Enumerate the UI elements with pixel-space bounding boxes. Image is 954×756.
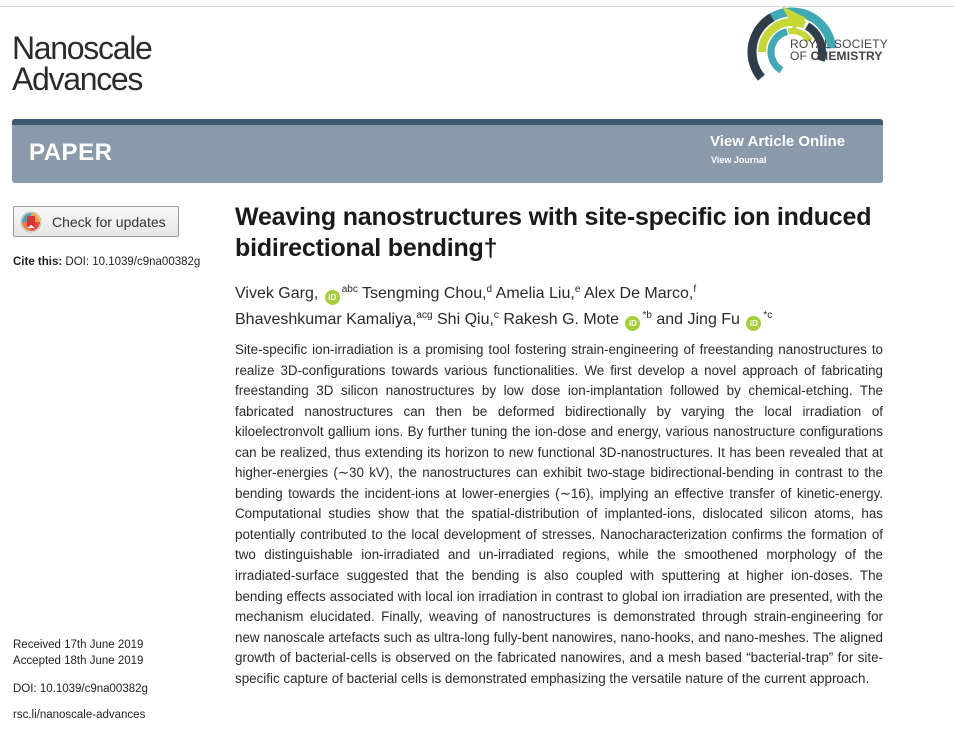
affiliation-marker: c bbox=[493, 310, 499, 321]
orcid-icon[interactable]: iD bbox=[746, 316, 761, 331]
article-type-label: PAPER bbox=[29, 139, 113, 166]
journal-link[interactable]: rsc.li/nanoscale-advances bbox=[13, 709, 146, 721]
article-title: Weaving nanostructures with site-specific ion induced bidirectional bending† bbox=[235, 203, 872, 262]
author[interactable] bbox=[656, 311, 772, 328]
rsc-wordmark-line2: OF CHEMISTRY bbox=[790, 49, 883, 63]
author-name: Bhaveshkumar Kamaliya, bbox=[235, 311, 417, 328]
author[interactable] bbox=[235, 285, 358, 302]
author-name: Shi Qiu, bbox=[437, 311, 494, 328]
author-name: Tsengming Chou, bbox=[362, 285, 487, 302]
banner-top-bar bbox=[12, 119, 883, 125]
author-name: and Jing Fu bbox=[656, 311, 740, 328]
author-name: Rakesh G. Mote bbox=[503, 311, 619, 328]
author[interactable] bbox=[503, 311, 652, 328]
journal-name-line1: Nanoscale bbox=[12, 30, 152, 66]
view-article-online-link[interactable]: View Article Online bbox=[710, 133, 846, 150]
rsc-wordmark-line1: ROYAL SOCIETY bbox=[790, 37, 888, 51]
affiliation-marker: abc bbox=[341, 284, 358, 295]
journal-name-line2: Advances bbox=[12, 61, 143, 97]
doi-text[interactable]: DOI: 10.1039/c9na00382g bbox=[13, 683, 148, 695]
affiliation-marker: e bbox=[574, 284, 581, 295]
affiliation-marker: f bbox=[693, 284, 697, 295]
received-date: Received 17th June 2019 bbox=[13, 639, 144, 651]
check-for-updates-button[interactable] bbox=[13, 206, 179, 237]
orcid-icon[interactable]: iD bbox=[625, 316, 640, 331]
author[interactable] bbox=[496, 285, 581, 302]
author[interactable] bbox=[584, 285, 696, 302]
abstract: Site-specific ion-irradiation is a promising tool fostering strain-engineering of freestanding nanostructures to realize 3D-configurations towards various functionalities. We first develop a novel approach of fabricating freestanding 3D silicon nanostructures by low dose ion-implantation followed by chemical-etching. The fabricated nanostructures can then be deformed bidirectionally by varying the local irradiation of kiloelectronvolt gallium ions. By further tuning the ion-dose and energy, various nanostructure configurations can be realized, thus extending its horizon to new functional 3D-nanostructures. It has been revealed that at higher-energies (∼30 kV), the nanostructures can exhibit two-stage bidirectional-bending in contrast to the bending towards the incident-ions at lower-energies (∼16), implying an effective transfer of kinetic-energy. Computational studies show that the spatial-distribution of implanted-ions, dislocated silicon atoms, has potentially contributed to the local development of stresses. Nanocharacterization confirms the formation of two distinguishable ion-irradiated and un-irradiated regions, while the smoothened morphology of the irradiated-surface suggested that the bending is also coupled with sputtering at higher ion-doses. The bending effects associated with local ion irradiation in contrast to global ion irradiation are presented, with the mechanism elucidated. Finally, weaving of nanostructures is demonstrated through strain-engineering for new nanoscale artefacts such as ultra-long fully-bent nanowires, nano-hooks, and nano-meshes. The aligned growth of bacterial-cells is observed on the fabricated nanowires, and a mesh based “bacterial-trap” for site-specific capture of bacterial cells is demonstrated emphasizing the versatile nature of the current approach. bbox=[235, 342, 883, 686]
affiliation-marker: *b bbox=[642, 310, 652, 321]
rsc-wordmark bbox=[790, 38, 888, 62]
orcid-icon[interactable]: iD bbox=[325, 290, 340, 305]
affiliation-marker: d bbox=[486, 284, 493, 295]
check-for-updates-label: Check for updates bbox=[52, 213, 166, 230]
author-name: Vivek Garg, bbox=[235, 285, 319, 302]
cite-prefix: Cite this: bbox=[13, 256, 63, 268]
accepted-date: Accepted 18th June 2019 bbox=[13, 655, 144, 667]
article-type-banner bbox=[12, 119, 883, 183]
cite-doi[interactable]: DOI: 10.1039/c9na00382g bbox=[62, 256, 201, 268]
journal-name[interactable] bbox=[12, 30, 152, 97]
affiliation-marker: acg bbox=[416, 310, 433, 321]
author-list bbox=[235, 279, 885, 331]
cite-this bbox=[13, 256, 200, 268]
crossmark-icon bbox=[20, 211, 42, 233]
author[interactable] bbox=[235, 311, 433, 328]
author[interactable] bbox=[437, 311, 499, 328]
affiliation-marker: *c bbox=[763, 310, 773, 321]
view-journal-link[interactable]: View Journal bbox=[711, 155, 767, 165]
author[interactable] bbox=[362, 285, 492, 302]
author-name: Amelia Liu, bbox=[495, 285, 575, 302]
author-name: Alex De Marco, bbox=[583, 285, 694, 302]
